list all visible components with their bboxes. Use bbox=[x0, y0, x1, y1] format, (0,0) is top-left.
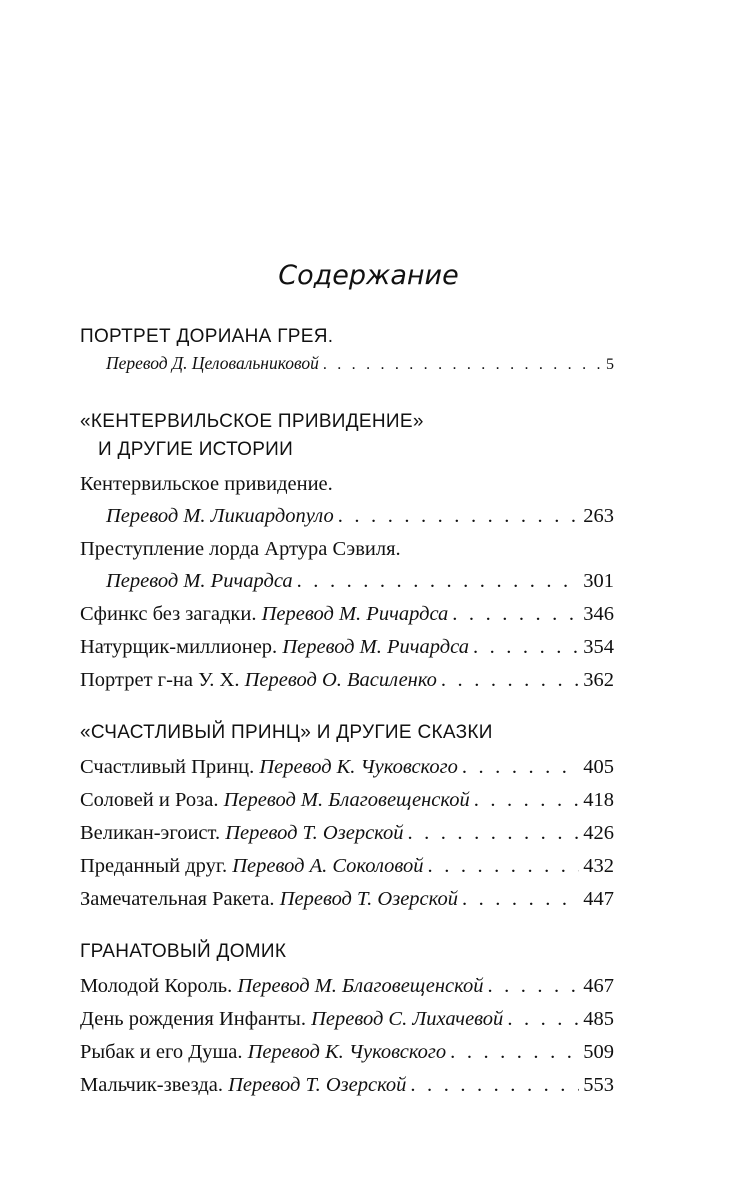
entry-title: Преданный друг. bbox=[80, 855, 228, 877]
entry-translator: Перевод М. Ричардса bbox=[261, 603, 449, 625]
section-heading bbox=[80, 323, 614, 351]
dot-leader bbox=[487, 970, 579, 1003]
toc-section-happy-prince bbox=[80, 719, 614, 916]
toc-entry[interactable] bbox=[80, 533, 614, 598]
toc-entry[interactable] bbox=[80, 598, 614, 631]
toc-entry[interactable] bbox=[80, 353, 614, 386]
entry-translator: Перевод М. Благовещенской bbox=[237, 975, 484, 997]
entry-page-number: 467 bbox=[583, 975, 614, 997]
dot-leader bbox=[410, 1069, 579, 1102]
entry-page-number: 346 bbox=[583, 603, 614, 625]
entry-page-number: 426 bbox=[583, 822, 614, 844]
dot-leader bbox=[407, 817, 579, 850]
dot-leader bbox=[462, 883, 579, 916]
entry-title: Кентервильское привидение. bbox=[80, 473, 333, 495]
toc-section-canterville bbox=[80, 408, 614, 697]
entry-translator: Перевод К. Чуковского bbox=[259, 756, 458, 778]
entry-translator: Перевод Т. Озерской bbox=[228, 1074, 407, 1096]
entry-title: День рождения Инфанты. bbox=[80, 1008, 306, 1030]
entry-page-number: 5 bbox=[606, 356, 614, 373]
entry-title: Преступление лорда Артура Сэвиля. bbox=[80, 538, 401, 560]
entry-title: Рыбак и его Душа. bbox=[80, 1041, 243, 1063]
toc-entry[interactable] bbox=[80, 631, 614, 664]
section-heading-line: И ДРУГИЕ ИСТОРИИ bbox=[98, 439, 294, 460]
toc-entry[interactable] bbox=[80, 817, 614, 850]
entry-page-number: 301 bbox=[583, 570, 614, 592]
dot-leader bbox=[462, 751, 579, 784]
entry-page-number: 553 bbox=[583, 1074, 614, 1096]
toc-entry[interactable] bbox=[80, 970, 614, 1003]
toc-entry[interactable] bbox=[80, 784, 614, 817]
toc-entry[interactable] bbox=[80, 664, 614, 697]
entry-translator: Перевод К. Чуковского bbox=[247, 1041, 447, 1063]
entry-title: Великан-эгоист. bbox=[80, 822, 221, 844]
toc-entry[interactable] bbox=[80, 468, 614, 533]
entry-translator: Перевод М. Ричардса bbox=[106, 570, 293, 592]
section-heading bbox=[80, 938, 614, 966]
entry-title: Мальчик-звезда. bbox=[80, 1074, 223, 1096]
toc-entry[interactable] bbox=[80, 751, 614, 784]
toc-entry[interactable] bbox=[80, 1069, 614, 1102]
dot-leader bbox=[323, 356, 602, 374]
dot-leader bbox=[441, 664, 579, 697]
section-heading-line: «СЧАСТЛИВЫЙ ПРИНЦ» И ДРУГИЕ СКАЗКИ bbox=[80, 722, 493, 743]
dot-leader bbox=[338, 500, 580, 533]
entry-translator: Перевод С. Лихачевой bbox=[311, 1008, 504, 1030]
entry-title: Портрет г-на У. Х. bbox=[80, 669, 240, 691]
entry-translator: Перевод Т. Озерской bbox=[279, 888, 458, 910]
section-heading bbox=[80, 408, 614, 464]
entry-page-number: 263 bbox=[583, 505, 614, 527]
entry-translator: Перевод М. Ричардса bbox=[282, 636, 469, 658]
entry-translator: Перевод М. Ликиардопуло bbox=[106, 505, 334, 527]
toc-entry[interactable] bbox=[80, 1003, 614, 1036]
entry-translator: Перевод Д. Целовальниковой bbox=[106, 353, 319, 373]
section-heading-line: ПОРТРЕТ ДОРИАНА ГРЕЯ. bbox=[80, 326, 334, 347]
entry-page-number: 432 bbox=[583, 855, 614, 877]
entry-title: Молодой Король. bbox=[80, 975, 233, 997]
dot-leader bbox=[428, 850, 580, 883]
entry-translator: Перевод Т. Озерской bbox=[225, 822, 404, 844]
entry-title: Соловей и Роза. bbox=[80, 789, 219, 811]
page-title: Содержание bbox=[278, 260, 459, 291]
entry-translator: Перевод О. Василенко bbox=[244, 669, 437, 691]
section-heading bbox=[80, 719, 614, 747]
entry-page-number: 485 bbox=[583, 1008, 614, 1030]
dot-leader bbox=[297, 565, 580, 598]
section-heading-line: ГРАНАТОВЫЙ ДОМИК bbox=[80, 941, 287, 962]
dot-leader bbox=[507, 1003, 579, 1036]
entry-page-number: 509 bbox=[583, 1041, 614, 1063]
entry-page-number: 362 bbox=[583, 669, 614, 691]
dot-leader bbox=[474, 784, 580, 817]
toc-section-pomegranates bbox=[80, 938, 614, 1102]
toc-entry[interactable] bbox=[80, 850, 614, 883]
section-heading-line: «КЕНТЕРВИЛЬСКОЕ ПРИВИДЕНИЕ» bbox=[80, 411, 424, 432]
entry-page-number: 418 bbox=[583, 789, 614, 811]
table-of-contents bbox=[80, 323, 614, 1124]
entry-translator: Перевод А. Соколовой bbox=[232, 855, 424, 877]
entry-translator: Перевод М. Благовещенской bbox=[223, 789, 470, 811]
dot-leader bbox=[450, 1036, 579, 1069]
dot-leader bbox=[473, 631, 579, 664]
entry-title: Счастливый Принц. bbox=[80, 756, 255, 778]
toc-entry[interactable] bbox=[80, 1036, 614, 1069]
entry-title: Замечательная Ракета. bbox=[80, 888, 275, 910]
entry-title: Натурщик-миллионер. bbox=[80, 636, 278, 658]
entry-page-number: 447 bbox=[583, 888, 614, 910]
entry-page-number: 405 bbox=[583, 756, 614, 778]
entry-title: Сфинкс без загадки. bbox=[80, 603, 257, 625]
entry-page-number: 354 bbox=[583, 636, 614, 658]
toc-entry[interactable] bbox=[80, 883, 614, 916]
dot-leader bbox=[452, 598, 579, 631]
toc-section-dorian-gray bbox=[80, 323, 614, 386]
